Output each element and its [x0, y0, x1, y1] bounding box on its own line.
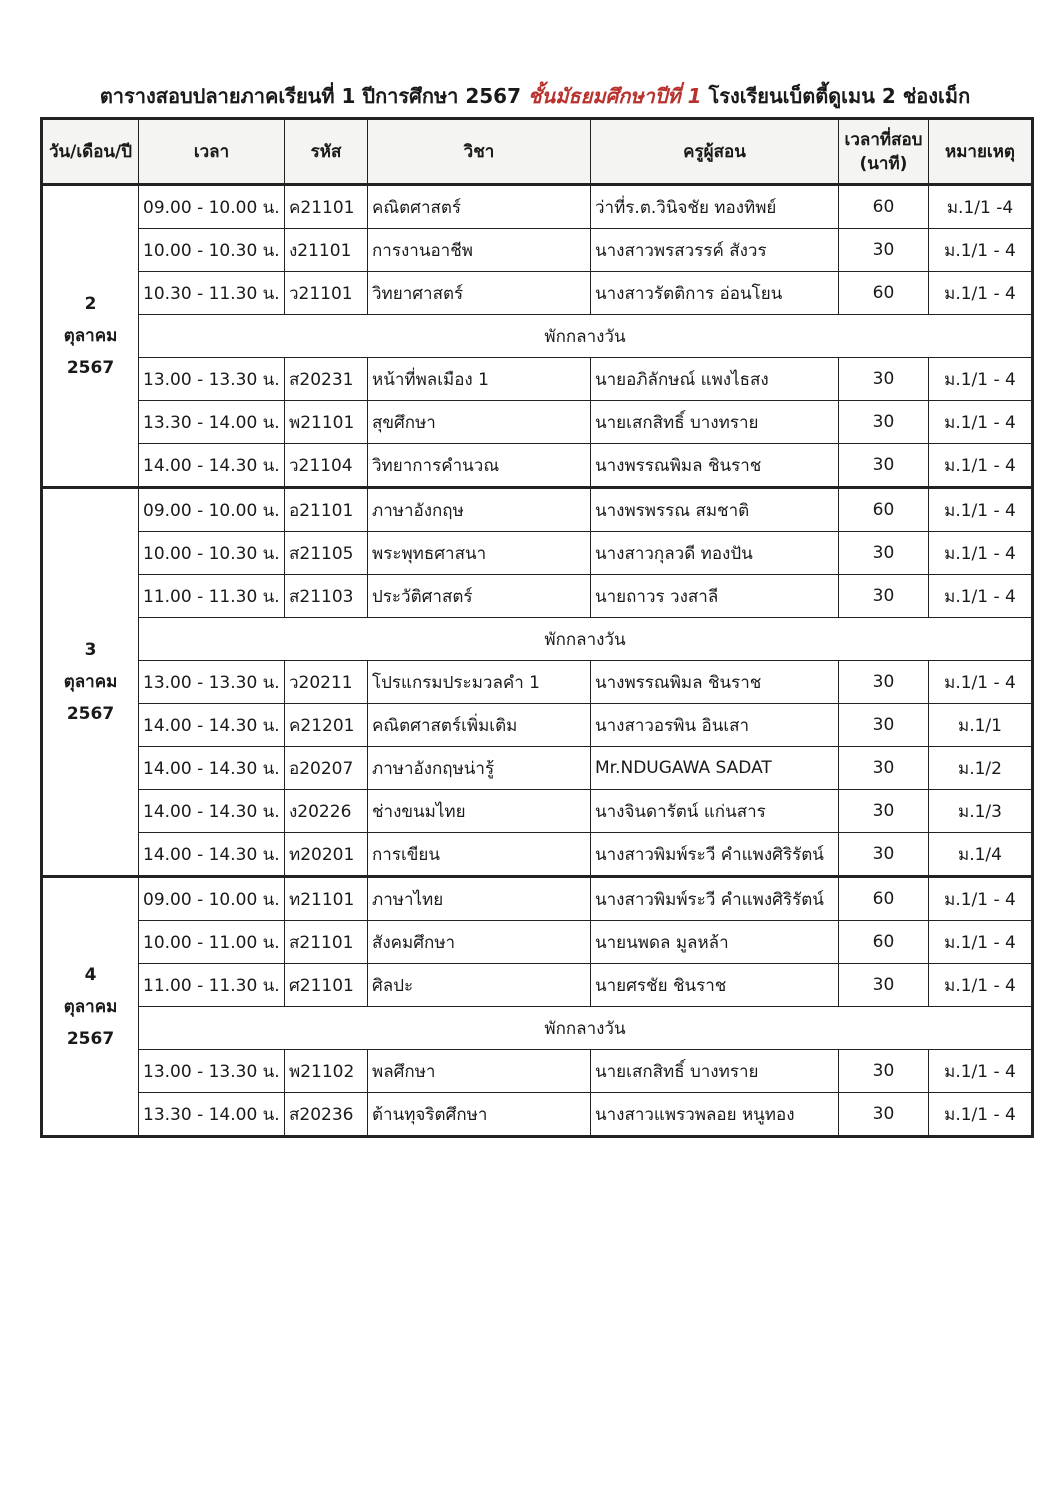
- code-cell: ส20236: [285, 1093, 368, 1137]
- note-cell: ม.1/1 - 4: [929, 661, 1033, 704]
- exam-schedule-table: [40, 117, 1034, 1138]
- code-cell: ท21101: [285, 877, 368, 921]
- duration-cell: 30: [839, 1050, 929, 1093]
- note-cell: ม.1/1 - 4: [929, 964, 1033, 1007]
- table-row: [42, 229, 1033, 272]
- col-header-duration-line1: เวลาที่สอบ: [844, 129, 923, 150]
- code-cell: อ20207: [285, 747, 368, 790]
- duration-cell: 30: [839, 790, 929, 833]
- duration-cell: 60: [839, 185, 929, 229]
- subject-cell: วิทยาศาสตร์: [368, 272, 591, 315]
- subject-cell: การงานอาชีพ: [368, 229, 591, 272]
- code-cell: ค21201: [285, 704, 368, 747]
- note-cell: ม.1/1 - 4: [929, 401, 1033, 444]
- duration-cell: 60: [839, 272, 929, 315]
- time-cell: 09.00 - 10.00 น.: [139, 185, 285, 229]
- note-cell: ม.1/1 - 4: [929, 488, 1033, 532]
- subject-cell: หน้าที่พลเมือง 1: [368, 358, 591, 401]
- date-month: ตุลาคม: [63, 672, 118, 692]
- table-row: [42, 877, 1033, 921]
- time-cell: 14.00 - 14.30 น.: [139, 747, 285, 790]
- table-row: [42, 921, 1033, 964]
- teacher-cell: นายถาวร วงสาลี: [591, 575, 839, 618]
- lunch-break-label: พักกลางวัน: [139, 618, 1033, 661]
- code-cell: ว21101: [285, 272, 368, 315]
- table-row: [42, 358, 1033, 401]
- code-cell: ว21104: [285, 444, 368, 488]
- time-cell: 14.00 - 14.30 น.: [139, 704, 285, 747]
- col-header-duration-line2: (นาที): [859, 153, 908, 174]
- col-header-duration: [839, 119, 929, 185]
- title-school: โรงเรียนเบ็ตตี้ดูเมน 2 ช่องเม็ก: [708, 84, 971, 108]
- teacher-cell: นางสาวรัตติการ อ่อนโยน: [591, 272, 839, 315]
- lunch-break-label: พักกลางวัน: [139, 315, 1033, 358]
- date-month: ตุลาคม: [63, 996, 118, 1017]
- table-row: [42, 575, 1033, 618]
- teacher-cell: นางพรพรรณ สมชาติ: [591, 488, 839, 532]
- code-cell: ง20226: [285, 790, 368, 833]
- code-cell: ส20231: [285, 358, 368, 401]
- duration-cell: 30: [839, 575, 929, 618]
- table-row: [42, 1093, 1033, 1137]
- time-cell: 13.00 - 13.30 น.: [139, 1050, 285, 1093]
- title-level: ชั้นมัธยมศึกษาปีที่ 1: [527, 84, 702, 108]
- code-cell: ว20211: [285, 661, 368, 704]
- note-cell: ม.1/1 - 4: [929, 358, 1033, 401]
- col-header-note: หมายเหตุ: [929, 119, 1033, 185]
- teacher-cell: นางสาวอรพิน อินเสา: [591, 704, 839, 747]
- code-cell: ส21103: [285, 575, 368, 618]
- table-row: [42, 185, 1033, 229]
- teacher-cell: ว่าที่ร.ต.วินิจชัย ทองทิพย์: [591, 185, 839, 229]
- table-row: [42, 272, 1033, 315]
- col-header-subject: วิชา: [368, 119, 591, 185]
- teacher-cell: นายนพดล มูลหล้า: [591, 921, 839, 964]
- note-cell: ม.1/1 - 4: [929, 1093, 1033, 1137]
- note-cell: ม.1/1 - 4: [929, 1050, 1033, 1093]
- note-cell: ม.1/3: [929, 790, 1033, 833]
- duration-cell: 30: [839, 358, 929, 401]
- note-cell: ม.1/1: [929, 704, 1033, 747]
- time-cell: 13.30 - 14.00 น.: [139, 1093, 285, 1137]
- subject-cell: พลศึกษา: [368, 1050, 591, 1093]
- date-cell: [42, 185, 139, 488]
- time-cell: 10.30 - 11.30 น.: [139, 272, 285, 315]
- subject-cell: สังคมศึกษา: [368, 921, 591, 964]
- duration-cell: 30: [839, 229, 929, 272]
- time-cell: 13.30 - 14.00 น.: [139, 401, 285, 444]
- subject-cell: โปรแกรมประมวลคำ 1: [368, 661, 591, 704]
- time-cell: 14.00 - 14.30 น.: [139, 790, 285, 833]
- note-cell: ม.1/4: [929, 833, 1033, 877]
- subject-cell: วิทยาการคำนวณ: [368, 444, 591, 488]
- col-header-date: วัน/เดือน/ปี: [42, 119, 139, 185]
- subject-cell: ต้านทุจริตศึกษา: [368, 1093, 591, 1137]
- date-day: 3: [84, 640, 97, 660]
- duration-cell: 60: [839, 921, 929, 964]
- duration-cell: 30: [839, 1093, 929, 1137]
- lunch-break-row: [42, 618, 1033, 661]
- page-title: [40, 80, 1030, 112]
- subject-cell: ภาษาไทย: [368, 877, 591, 921]
- note-cell: ม.1/1 - 4: [929, 444, 1033, 488]
- time-cell: 10.00 - 10.30 น.: [139, 532, 285, 575]
- table-row: [42, 704, 1033, 747]
- code-cell: พ21101: [285, 401, 368, 444]
- table-row: [42, 790, 1033, 833]
- duration-cell: 30: [839, 401, 929, 444]
- table-row: [42, 964, 1033, 1007]
- time-cell: 09.00 - 10.00 น.: [139, 488, 285, 532]
- teacher-cell: นางพรรณพิมล ชินราช: [591, 661, 839, 704]
- code-cell: ง21101: [285, 229, 368, 272]
- lunch-break-label: พักกลางวัน: [139, 1007, 1033, 1050]
- teacher-cell: นายศรชัย ชินราช: [591, 964, 839, 1007]
- teacher-cell: นางสาวพิมพ์ระวี คำแพงศิริรัตน์: [591, 833, 839, 877]
- note-cell: ม.1/1 - 4: [929, 229, 1033, 272]
- code-cell: ศ21101: [285, 964, 368, 1007]
- teacher-cell: นางสาวกุลวดี ทองปัน: [591, 532, 839, 575]
- note-cell: ม.1/2: [929, 747, 1033, 790]
- teacher-cell: นายอภิลักษณ์ แพงไธสง: [591, 358, 839, 401]
- subject-cell: พระพุทธศาสนา: [368, 532, 591, 575]
- teacher-cell: นางสาวแพรวพลอย หนูทอง: [591, 1093, 839, 1137]
- subject-cell: ภาษาอังกฤษน่ารู้: [368, 747, 591, 790]
- subject-cell: ประวัติศาสตร์: [368, 575, 591, 618]
- teacher-cell: นางสาวพิมพ์ระวี คำแพงศิริรัตน์: [591, 877, 839, 921]
- subject-cell: ศิลปะ: [368, 964, 591, 1007]
- lunch-break-row: [42, 1007, 1033, 1050]
- col-header-teacher: ครูผู้สอน: [591, 119, 839, 185]
- date-day: 4: [84, 964, 97, 985]
- teacher-cell: นางสาวพรสวรรค์ สังวร: [591, 229, 839, 272]
- code-cell: ค21101: [285, 185, 368, 229]
- note-cell: ม.1/1 -4: [929, 185, 1033, 229]
- table-row: [42, 1050, 1033, 1093]
- table-row: [42, 833, 1033, 877]
- date-year: 2567: [66, 704, 115, 724]
- time-cell: 10.00 - 10.30 น.: [139, 229, 285, 272]
- time-cell: 11.00 - 11.30 น.: [139, 575, 285, 618]
- time-cell: 13.00 - 13.30 น.: [139, 661, 285, 704]
- time-cell: 14.00 - 14.30 น.: [139, 833, 285, 877]
- duration-cell: 30: [839, 444, 929, 488]
- subject-cell: การเขียน: [368, 833, 591, 877]
- time-cell: 13.00 - 13.30 น.: [139, 358, 285, 401]
- date-cell: [42, 877, 139, 1137]
- subject-cell: คณิตศาสตร์เพิ่มเติม: [368, 704, 591, 747]
- date-year: 2567: [66, 358, 115, 378]
- schedule-body: [42, 185, 1033, 1137]
- duration-cell: 30: [839, 833, 929, 877]
- duration-cell: 30: [839, 532, 929, 575]
- teacher-cell: นางพรรณพิมล ชินราช: [591, 444, 839, 488]
- time-cell: 09.00 - 10.00 น.: [139, 877, 285, 921]
- lunch-break-row: [42, 315, 1033, 358]
- teacher-cell: Mr.NDUGAWA SADAT: [591, 747, 839, 790]
- subject-cell: ช่างขนมไทย: [368, 790, 591, 833]
- note-cell: ม.1/1 - 4: [929, 272, 1033, 315]
- note-cell: ม.1/1 - 4: [929, 532, 1033, 575]
- table-row: [42, 401, 1033, 444]
- code-cell: ส21101: [285, 921, 368, 964]
- duration-cell: 30: [839, 747, 929, 790]
- col-header-code: รหัส: [285, 119, 368, 185]
- subject-cell: ภาษาอังกฤษ: [368, 488, 591, 532]
- duration-cell: 30: [839, 704, 929, 747]
- code-cell: พ21102: [285, 1050, 368, 1093]
- teacher-cell: นายเสกสิทธิ์ บางทราย: [591, 401, 839, 444]
- time-cell: 10.00 - 11.00 น.: [139, 921, 285, 964]
- time-cell: 11.00 - 11.30 น.: [139, 964, 285, 1007]
- note-cell: ม.1/1 - 4: [929, 575, 1033, 618]
- time-cell: 14.00 - 14.30 น.: [139, 444, 285, 488]
- teacher-cell: นายเสกสิทธิ์ บางทราย: [591, 1050, 839, 1093]
- table-row: [42, 747, 1033, 790]
- date-month: ตุลาคม: [63, 326, 118, 346]
- note-cell: ม.1/1 - 4: [929, 877, 1033, 921]
- duration-cell: 30: [839, 661, 929, 704]
- subject-cell: คณิตศาสตร์: [368, 185, 591, 229]
- header-row: [42, 119, 1033, 185]
- date-year: 2567: [66, 1028, 115, 1049]
- teacher-cell: นางจินดารัตน์ แก่นสาร: [591, 790, 839, 833]
- code-cell: ท20201: [285, 833, 368, 877]
- date-cell: [42, 488, 139, 877]
- table-row: [42, 532, 1033, 575]
- table-row: [42, 661, 1033, 704]
- duration-cell: 60: [839, 488, 929, 532]
- duration-cell: 60: [839, 877, 929, 921]
- col-header-time: เวลา: [139, 119, 285, 185]
- table-row: [42, 488, 1033, 532]
- code-cell: อ21101: [285, 488, 368, 532]
- table-row: [42, 444, 1033, 488]
- subject-cell: สุขศึกษา: [368, 401, 591, 444]
- date-day: 2: [84, 294, 97, 314]
- title-main: ตารางสอบปลายภาคเรียนที่ 1 ปีการศึกษา 2567: [99, 84, 521, 108]
- note-cell: ม.1/1 - 4: [929, 921, 1033, 964]
- duration-cell: 30: [839, 964, 929, 1007]
- code-cell: ส21105: [285, 532, 368, 575]
